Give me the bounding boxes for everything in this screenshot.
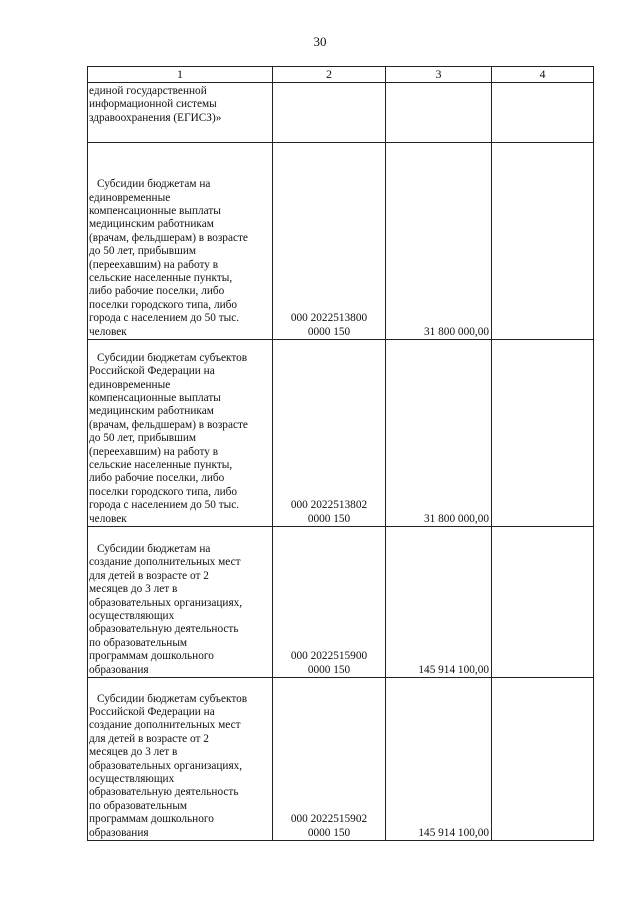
budget-table	[87, 66, 594, 841]
row-name-cell	[88, 678, 273, 841]
row-amount-cell: 145 914 100,00	[386, 678, 492, 841]
row-code-cell	[273, 143, 386, 340]
budget-code-line: 000 2022513800	[290, 312, 368, 325]
name-line: единовременные	[89, 191, 171, 204]
name-line: Субсидии бюджетам субъектов	[97, 692, 248, 705]
name-line: Российской Федерации на	[89, 365, 215, 378]
name-line: сельские населенные пункты,	[89, 458, 233, 471]
budget-code-line: 000 2022513802	[290, 499, 368, 512]
row-name-cell	[88, 527, 273, 678]
table-row	[88, 678, 594, 841]
row-code-cell	[273, 678, 386, 841]
name-line: (врачам, фельдшерам) в возрасте	[89, 231, 248, 244]
row-code-cell	[273, 83, 386, 143]
table-header-row	[88, 67, 594, 83]
name-line: для детей в возрасте от 2	[89, 732, 209, 745]
budget-code-line: 0000 150	[307, 663, 351, 676]
name-line: осуществляющих	[89, 772, 175, 785]
budget-code-line: 0000 150	[307, 826, 351, 839]
name-line: образования	[89, 663, 149, 676]
name-line: образовательных организациях,	[89, 596, 243, 609]
row-name-cell	[88, 143, 273, 340]
table-row	[88, 83, 594, 143]
name-line: города с населением до 50 тыс.	[89, 312, 240, 325]
name-line: Субсидии бюджетам на	[97, 178, 211, 191]
name-line: компенсационные выплаты	[89, 391, 221, 404]
name-line: Субсидии бюджетам на	[97, 542, 211, 555]
name-line: медицинским работникам	[89, 218, 214, 231]
row-code-cell	[273, 340, 386, 527]
row-amount-cell: 145 914 100,00	[386, 527, 492, 678]
row-col4-cell	[492, 143, 594, 340]
row-amount-cell	[386, 83, 492, 143]
row-col4-cell	[492, 678, 594, 841]
row-name-cell	[88, 83, 273, 143]
row-amount-cell: 31 800 000,00	[386, 340, 492, 527]
table-row	[88, 340, 594, 527]
name-line: либо рабочие поселки, либо	[89, 472, 225, 485]
header-col-1: 1	[88, 67, 273, 83]
name-line: осуществляющих	[89, 609, 175, 622]
row-code-cell	[273, 527, 386, 678]
name-line: единовременные	[89, 378, 171, 391]
name-line: компенсационные выплаты	[89, 204, 221, 217]
name-line: Российской Федерации на	[89, 705, 215, 718]
table-row	[88, 143, 594, 340]
row-name-cell	[88, 340, 273, 527]
name-line: программам дошкольного	[89, 650, 214, 663]
name-line: по образовательным	[89, 799, 188, 812]
name-line: до 50 лет, прибывшим	[89, 245, 197, 258]
name-line: здравоохранения (ЕГИСЗ)»	[89, 111, 222, 124]
name-line: сельские населенные пункты,	[89, 271, 233, 284]
name-line: либо рабочие поселки, либо	[89, 285, 225, 298]
budget-code-line: 0000 150	[307, 512, 351, 525]
name-line: до 50 лет, прибывшим	[89, 432, 197, 445]
name-line: поселки городского типа, либо	[89, 298, 238, 311]
name-line: медицинским работникам	[89, 405, 214, 418]
row-col4-cell	[492, 83, 594, 143]
table-row	[88, 527, 594, 678]
header-col-2: 2	[273, 67, 386, 83]
header-col-4: 4	[492, 67, 594, 83]
name-line: информационной системы	[89, 98, 217, 111]
name-line: программам дошкольного	[89, 813, 214, 826]
budget-code-line: 000 2022515902	[290, 813, 368, 826]
budget-code-line: 000 2022515900	[290, 650, 368, 663]
name-line: (врачам, фельдшерам) в возрасте	[89, 418, 248, 431]
row-col4-cell	[492, 527, 594, 678]
name-line: образовательных организациях,	[89, 759, 243, 772]
name-line: человек	[89, 512, 127, 525]
name-line: месяцев до 3 лет в	[89, 583, 178, 596]
budget-code-line: 0000 150	[307, 325, 351, 338]
name-line: (переехавшим) на работу в	[89, 445, 219, 458]
name-line: образовательную деятельность	[89, 786, 239, 799]
name-line: образовательную деятельность	[89, 623, 239, 636]
name-line: (переехавшим) на работу в	[89, 258, 219, 271]
name-line: Субсидии бюджетам субъектов	[97, 351, 248, 364]
name-line: для детей в возрасте от 2	[89, 569, 209, 582]
row-amount-cell: 31 800 000,00	[386, 143, 492, 340]
name-line: по образовательным	[89, 636, 188, 649]
name-line: поселки городского типа, либо	[89, 485, 238, 498]
page-number: 30	[313, 34, 327, 49]
name-line: создание дополнительных мест	[89, 556, 241, 569]
header-col-3: 3	[386, 67, 492, 83]
name-line: создание дополнительных мест	[89, 719, 241, 732]
name-line: города с населением до 50 тыс.	[89, 499, 240, 512]
name-line: единой государственной	[89, 85, 207, 97]
name-line: образования	[89, 826, 149, 839]
name-line: человек	[89, 325, 127, 338]
row-col4-cell	[492, 340, 594, 527]
name-line: месяцев до 3 лет в	[89, 746, 178, 759]
